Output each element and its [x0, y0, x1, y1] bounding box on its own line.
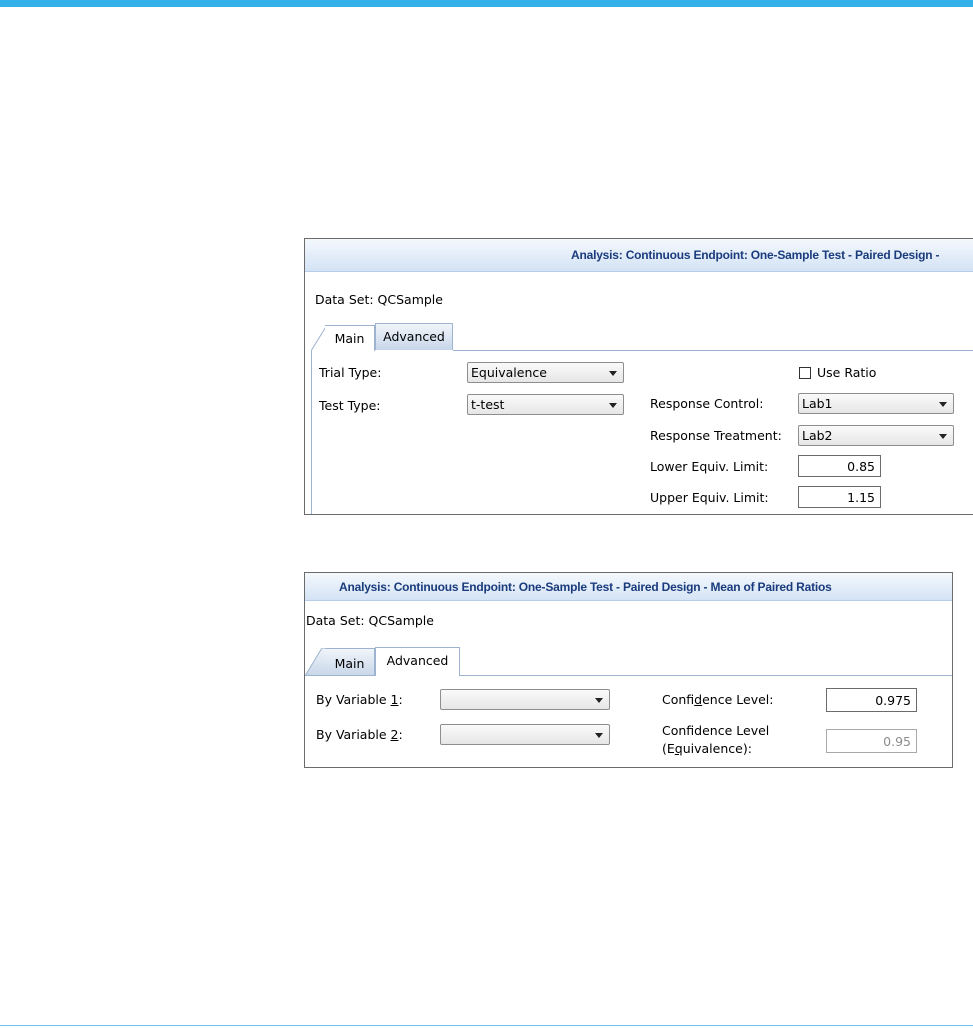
dataset-label: Data Set: QCSample: [315, 292, 443, 307]
use-ratio-label: Use Ratio: [817, 365, 877, 380]
tab-advanced[interactable]: Advanced: [375, 647, 460, 676]
by-variable-2-label: By Variable 2:: [316, 727, 403, 742]
tab-advanced[interactable]: Advanced: [375, 323, 453, 350]
by-variable-2-select[interactable]: [440, 724, 610, 745]
tab-strip-line: [453, 350, 973, 351]
chevron-down-icon: [595, 733, 603, 738]
confidence-level-equivalence-label: Confidence Level (Equivalence):: [662, 723, 770, 756]
chevron-down-icon: [939, 434, 947, 439]
chevron-down-icon: [939, 402, 947, 407]
trial-type-value: Equivalence: [471, 365, 547, 380]
chevron-down-icon: [609, 403, 617, 408]
test-type-label: Test Type:: [319, 398, 381, 413]
response-treatment-label: Response Treatment:: [650, 428, 782, 443]
tab-slant: [305, 648, 327, 676]
dataset-label: Data Set: QCSample: [306, 613, 434, 628]
trial-type-label: Trial Type:: [319, 365, 382, 380]
tab-strip-line: [305, 675, 375, 676]
by-variable-1-label: By Variable 1:: [316, 692, 403, 707]
chevron-down-icon: [595, 698, 603, 703]
use-ratio-checkbox[interactable]: [799, 367, 811, 379]
analysis-panel-main: [304, 238, 973, 515]
trial-type-select[interactable]: [467, 362, 624, 383]
panel-title-bar: [305, 573, 952, 601]
tab-strip-line: [460, 675, 953, 676]
analysis-panel-advanced: [304, 572, 953, 768]
panel-title-bar: [305, 239, 973, 272]
response-treatment-select[interactable]: [798, 425, 954, 446]
response-control-label: Response Control:: [650, 396, 764, 411]
response-treatment-value: Lab2: [802, 428, 833, 443]
chevron-down-icon: [609, 371, 617, 376]
tab-main[interactable]: Main: [325, 648, 375, 676]
test-type-value: t-test: [471, 397, 505, 412]
by-variable-1-select[interactable]: [440, 689, 610, 710]
tab-main[interactable]: Main: [325, 325, 375, 351]
confidence-level-label: Confidence Level:: [662, 692, 774, 707]
content-border: [311, 351, 312, 515]
lower-equiv-limit-input[interactable]: 0.85: [798, 455, 881, 477]
top-accent-bar: [0, 0, 973, 7]
panel-title: Analysis: Continuous Endpoint: One-Sample Test - Paired Design -: [571, 248, 940, 262]
response-control-value: Lab1: [802, 396, 833, 411]
confidence-level-equivalence-input[interactable]: 0.95: [826, 729, 917, 753]
test-type-select[interactable]: [467, 394, 624, 415]
response-control-select[interactable]: [798, 393, 954, 414]
upper-equiv-limit-input[interactable]: 1.15: [798, 486, 881, 508]
lower-equiv-limit-label: Lower Equiv. Limit:: [650, 459, 769, 474]
upper-equiv-limit-label: Upper Equiv. Limit:: [650, 490, 769, 505]
panel-title: Analysis: Continuous Endpoint: One-Sample Test - Paired Design - Mean of Paired Ratios: [339, 580, 832, 594]
confidence-level-input[interactable]: 0.975: [826, 688, 917, 712]
bottom-divider: [0, 1025, 973, 1026]
